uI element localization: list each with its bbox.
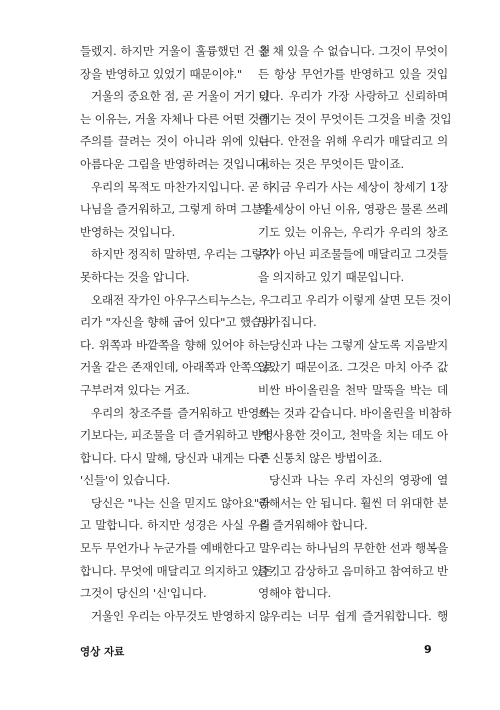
text-line: 거울의 중요한 점, 곧 거울이 거기 있 [91,89,270,104]
text-line: 그리고 우리가 이렇게 살면 모든 것이 [269,292,452,307]
text-line: 아름다운 그림을 반영하려는 것입니다. [80,156,270,171]
text-line: 니다. 안전을 위해 우리가 매달리고 의 [258,134,448,149]
text-line: 즐기는 것이 무엇이든 그것을 비출 것입 [258,111,452,126]
text-line: 지금 우리가 사는 세상이 창세기 1장 [269,179,448,194]
text-line: 우리의 목적도 마찬가지입니다. 곧 하 [91,179,274,194]
text-line: 주의를 끌려는 것이 아니라 위에 있는 [80,134,270,149]
text-line: 기보다는, 피조물을 더 즐거워하고 반영 [80,428,274,443]
text-line: 구부러져 있다는 거죠. [80,382,190,397]
text-line: 모두 무언가나 누군가를 예배한다고 말 [80,541,270,556]
text-line: 을 채 있을 수 없습니다. 그것이 무엇이 [258,44,448,58]
text-line: 우리는 하나님의 무한한 선과 행복을 [269,541,448,556]
text-line: 주 신통치 않은 방법이죠. [258,450,382,465]
text-line: 않았기 때문이죠. 그것은 마치 아주 값 [258,360,448,375]
page-number: 9 [424,643,432,656]
text-line: 즐기고 감상하고 음미하고 참여하고 반 [258,563,448,578]
text-line: 다. 위쪽과 바깥쪽을 향해 있어야 하는 [80,337,270,352]
text-line: 중해서는 안 됩니다. 훨씬 더 위대한 분 [258,495,448,510]
text-line: 우리의 창조주를 즐거워하고 반영하 [91,405,270,420]
text-line: 니다. 우리가 가장 사랑하고 신뢰하며 [258,89,448,104]
text-line: 쓰는 것과 같습니다. 바이올린을 비참하 [258,405,452,420]
text-line: 는 이유는, 거울 자체나 다른 어떤 것에 [80,111,270,126]
text-line: 영해야 합니다. [258,586,331,601]
text-line: 당신과 나는 우리 자신의 영광에 열 [269,473,448,488]
text-line: 든 항상 무언가를 반영하고 있을 것입 [258,66,448,81]
text-line: 당신은 "나는 신을 믿지도 않아요"라 [91,495,270,510]
text-line: 못하다는 것을 압니다. [80,269,190,284]
text-line: 하지만 정직히 말하면, 우리는 그렇지 [91,247,274,262]
text-line: 을 즐거워해야 합니다. [258,518,368,533]
text-line: 고 말합니다. 하지만 성경은 사실 우리 [80,518,270,533]
text-line: 그것이 당신의 '신'입니다. [80,586,207,601]
right-text-column [258,40,452,627]
text-line: 거울인 우리는 아무것도 반영하지 않 [91,608,270,623]
text-line: 게 사용한 것이고, 천막을 치는 데도 아 [258,428,448,443]
text-line: 오래전 작가인 아우구스티누스는, 우 [91,292,270,307]
text-line: 합니다. 무엇에 매달리고 의지하고 있든, [80,563,277,578]
left-text-column [80,40,277,627]
text-line: 주가 아닌 피조물들에 매달리고 그것들 [258,247,448,262]
text-line: 지하는 것은 무엇이든 말이죠. [258,156,404,171]
text-line: 나님을 즐거워하고, 그렇게 하며 그분을 [80,202,274,217]
text-line: '신들'이 있습니다. [80,473,170,488]
text-line: 장을 반영하고 있었기 때문이야." [80,66,243,81]
text-line: 의 세상이 아닌 이유, 영광은 물론 쓰레 [258,202,448,217]
text-line: 기도 있는 이유는, 우리가 우리의 창조 [258,224,448,239]
text-line: 들렜지. 하지만 거울이 훌륭했던 건 천 [80,44,270,58]
text-line: 당신과 나는 그렇게 살도록 지음받지 [269,337,448,352]
text-line: 리가 "자신을 향해 굽어 있다"고 했습니 [80,315,273,330]
text-line: 비싼 바이올린을 천막 말뚝을 박는 데 [258,382,448,397]
text-line: 을 의지하고 있기 때문입니다. [258,269,404,284]
text-line: 합니다. 다시 말해, 당신과 내게는 다른 [80,450,270,465]
text-line: 반영하는 것입니다. [80,224,175,239]
text-line: 우리는 너무 쉽게 즐거워합니다. 행 [269,608,448,623]
text-line: 거울 같은 존재인데, 아래쪽과 안쪽으로 [80,360,274,375]
footer-label: 영상 자료 [80,646,125,658]
text-line: 망가집니다. [258,315,317,330]
